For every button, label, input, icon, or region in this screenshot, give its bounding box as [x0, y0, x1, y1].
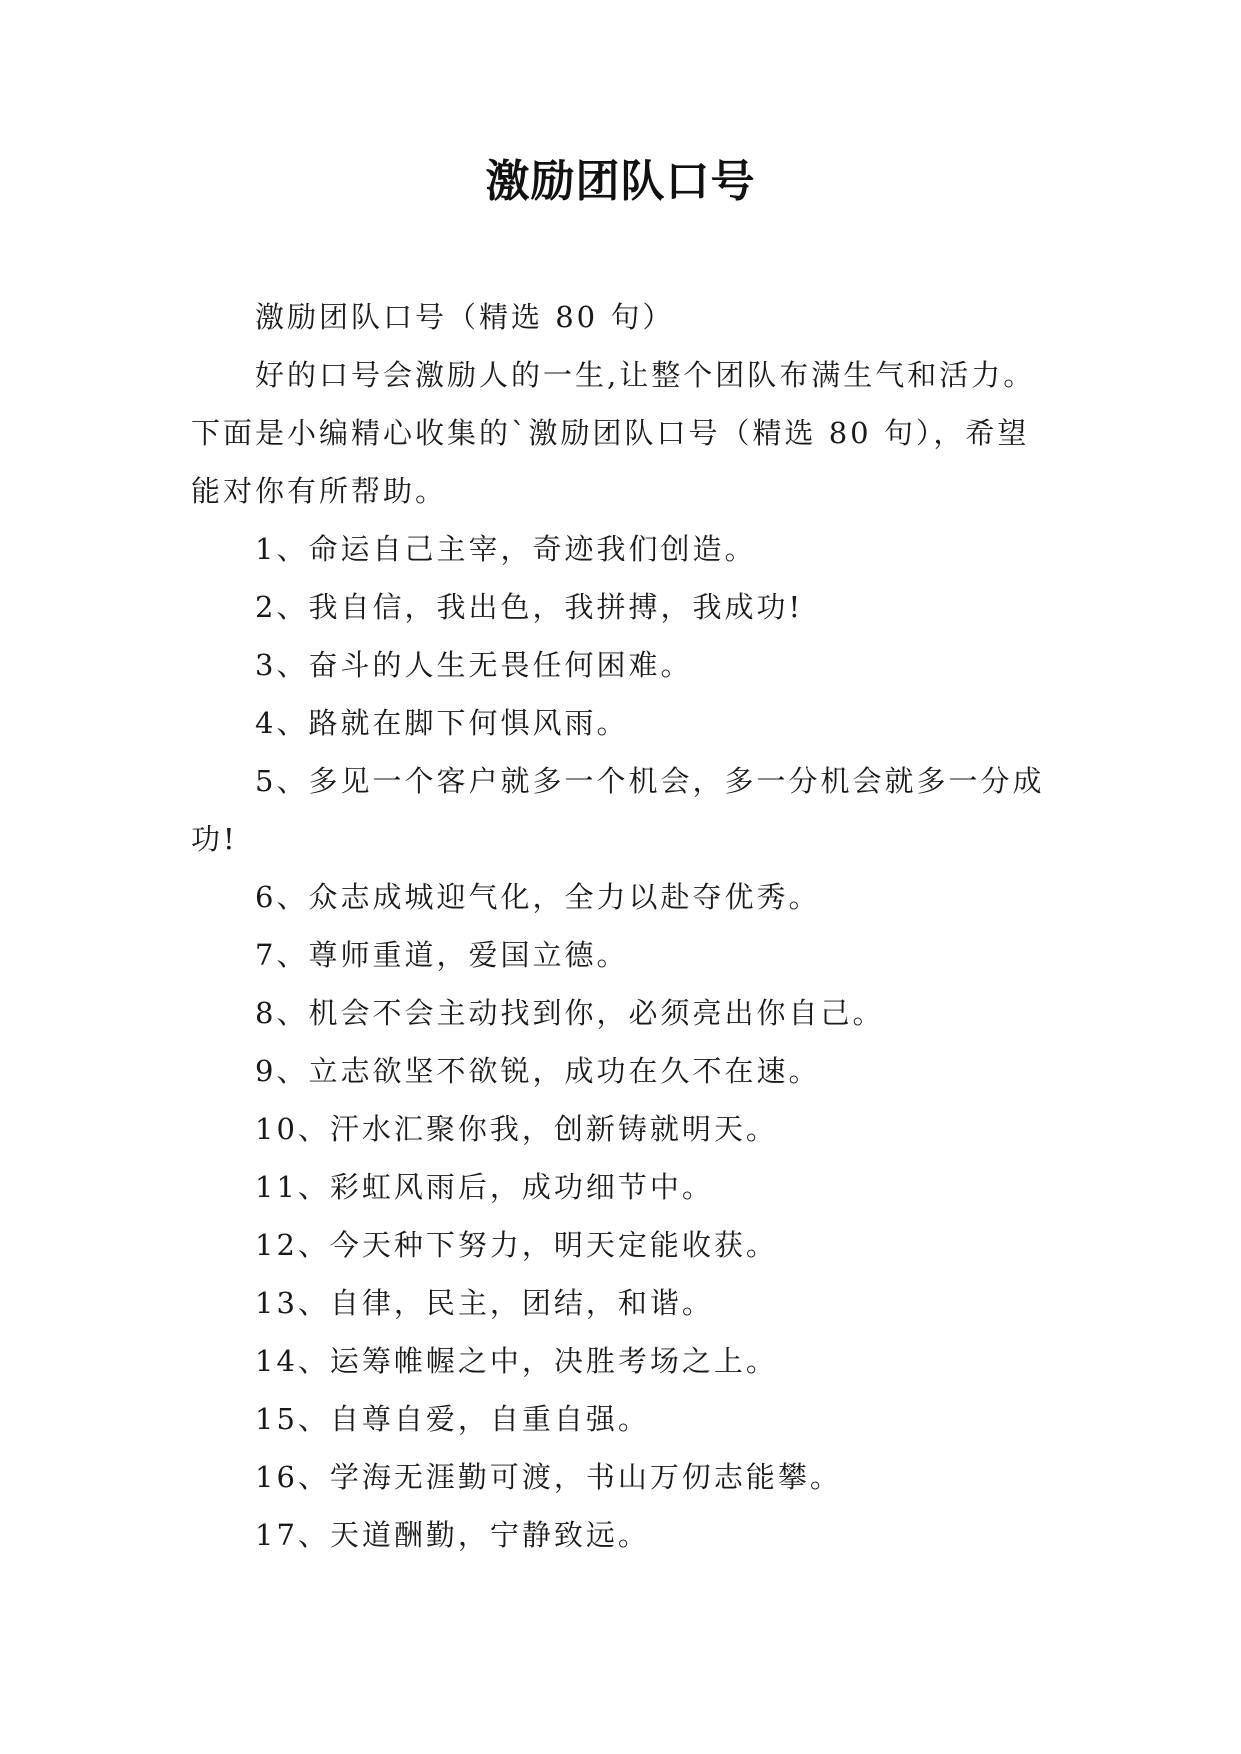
slogan-item: 14、运筹帷幄之中，决胜考场之上。 — [255, 1344, 778, 1378]
slogan-item: 6、众志成城迎气化，全力以赴夺优秀。 — [255, 880, 821, 914]
slogan-item: 8、机会不会主动找到你，必须亮出你自己。 — [255, 996, 885, 1030]
document-title: 激励团队口号 — [485, 156, 756, 207]
slogan-item: 7、尊师重道，爱国立德。 — [255, 938, 629, 972]
document-body — [191, 288, 1051, 1564]
slogan-item: 12、今天种下努力，明天定能收获。 — [255, 1228, 778, 1262]
slogan-item: 5、多见一个客户就多一个机会，多一分机会就多一分成功! — [191, 764, 1045, 856]
intro-paragraph: 好的口号会激励人的一生,让整个团队布满生气和活力。下面是小编精心收集的`激励团队口号（精选 80 句），希望能对你有所帮助。 — [191, 358, 1036, 508]
slogan-item: 4、路就在脚下何惧风雨。 — [255, 706, 629, 740]
slogan-item: 11、彩虹风雨后，成功细节中。 — [255, 1170, 714, 1204]
slogan-item: 10、汗水汇聚你我，创新铸就明天。 — [255, 1112, 778, 1146]
slogan-item: 17、天道酬勤，宁静致远。 — [255, 1518, 650, 1552]
slogan-item: 3、奋斗的人生无畏任何困难。 — [255, 648, 693, 682]
slogan-item: 2、我自信，我出色，我拼搏，我成功! — [255, 590, 804, 624]
slogan-item: 1、命运自己主宰，奇迹我们创造。 — [255, 532, 757, 566]
document-subtitle: 激励团队口号（精选 80 句） — [255, 300, 675, 334]
slogan-item: 13、自律，民主，团结，和谐。 — [255, 1286, 714, 1320]
slogan-item: 15、自尊自爱，自重自强。 — [255, 1402, 650, 1436]
slogan-item: 9、立志欲坚不欲锐，成功在久不在速。 — [255, 1054, 821, 1088]
slogan-item: 16、学海无涯勤可渡，书山万仞志能攀。 — [255, 1460, 842, 1494]
